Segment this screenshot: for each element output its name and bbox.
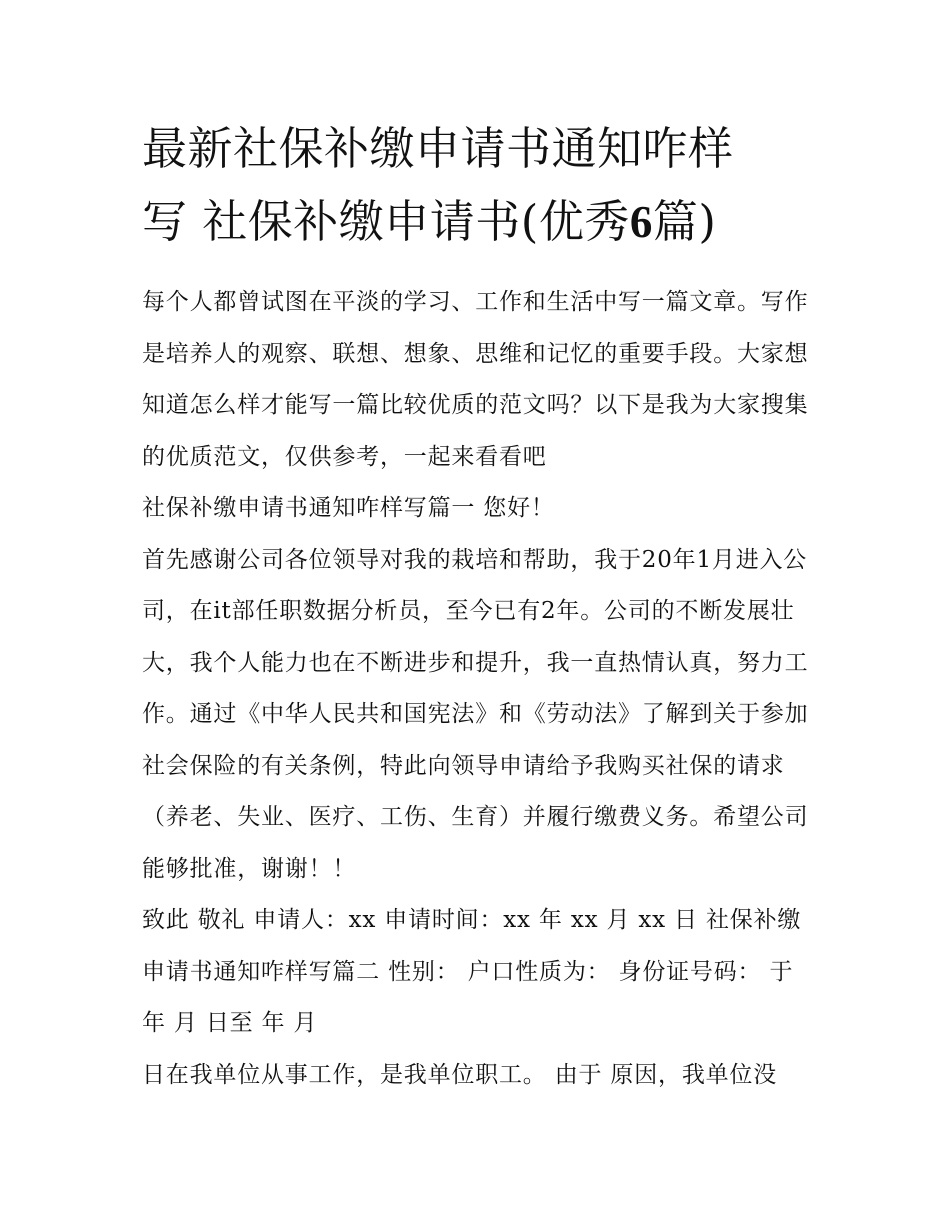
signature-and-section-two: 致此 敬礼 申请人：xx 申请时间：xx 年 xx 月 xx 日 社保补缴申请书通知咋样写篇二 性别： 户口性质为： 身份证号码： 于 年 月 日至 年 月 bbox=[142, 907, 802, 1036]
title-line-2-end: 篇) bbox=[652, 195, 717, 248]
body-paragraph: 首先感谢公司各位领导对我的栽培和帮助，我于20年1月进入公司，在it部任职数据分析员，至今已有2年。公司的不断发展壮大，我个人能力也在不断进步和提升，我一直热情认真，努力工作。通过《中华人民共和国宪法》和《劳动法》了解到关于参加社会保险的有关条例，特此向领导申请给予我购买社保的请求（养老、失业、医疗、工伤、生育）并履行缴费义务。希望公司能够批准，谢谢！！ bbox=[142, 546, 809, 882]
title-line-1: 最新社保补缴申请书通知咋样 bbox=[142, 122, 734, 175]
body-paragraph-continued: 日在我单位从事工作，是我单位职工。 由于 原因，我单位没 bbox=[142, 1061, 778, 1088]
intro-paragraph: 每个人都曾试图在平淡的学习、工作和生活中写一篇文章。写作是培养人的观察、联想、想象、思维和记忆的重要手段。大家想知道怎么样才能写一篇比较优质的范文吗？以下是我为大家搜集的优质范文，仅供参考，一起来看看吧 bbox=[142, 289, 809, 470]
document-title bbox=[142, 112, 814, 259]
title-line-2-start: 写 社保补缴申请书(优秀 bbox=[142, 195, 630, 248]
document-page bbox=[142, 112, 814, 1101]
title-line-2-number: 6 bbox=[629, 197, 653, 247]
section-one-heading: 社保补缴申请书通知咋样写篇一 您好！ bbox=[142, 495, 555, 521]
